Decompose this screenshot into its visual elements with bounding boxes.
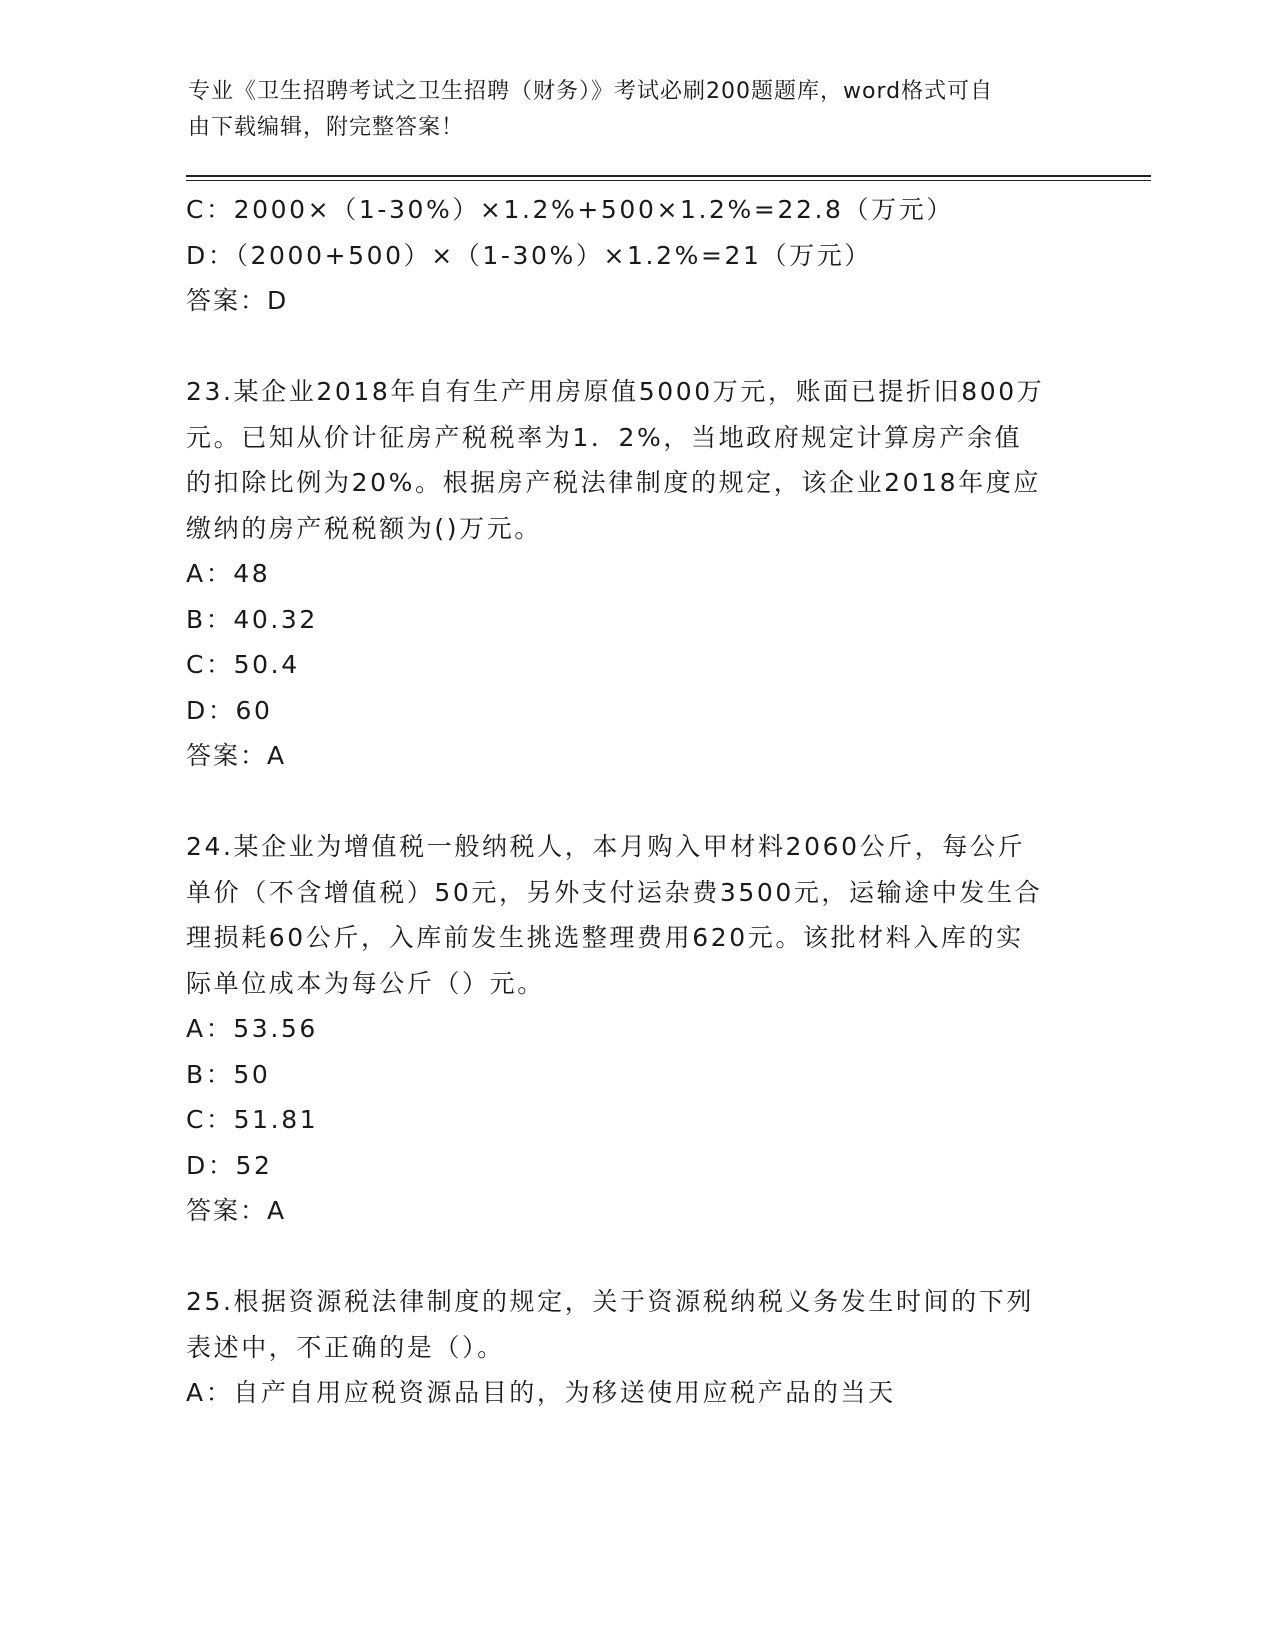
question-stem-line: 表述中，不正确的是（）。 (186, 1332, 505, 1362)
document-header (188, 74, 1068, 146)
question-stem-line: 23.某企业2018年自有生产用房原值5000万元，账面已提折旧800万 (186, 377, 1045, 406)
question-stem-line: 单价（不含增值税）50元，另外支付运杂费3500元，运输途中发生合 (186, 877, 1043, 907)
option-c: C：50.4 (186, 650, 300, 679)
spacer (186, 324, 1086, 370)
spacer (186, 779, 1086, 825)
spacer (186, 1234, 1086, 1280)
question-stem-line: 际单位成本为每公斤（）元。 (186, 968, 545, 998)
option-d: D：（2000+500）×（1-30%）×1.2%=21（万元） (186, 240, 872, 270)
question-stem-line: 的扣除比例为20%。根据房产税法律制度的规定，该企业2018年度应 (186, 468, 1041, 497)
question-stem-line: 理损耗60公斤，入库前发生挑选整理费用620元。该批材料入库的实 (186, 923, 1024, 952)
option-b: B：40.32 (186, 604, 318, 634)
question-25 (186, 1279, 1086, 1416)
carryover-question (186, 187, 1086, 324)
header-line-1: 专业《卫生招聘考试之卫生招聘（财务）》考试必刷200题题库，word格式可自 (188, 79, 994, 104)
option-a: A：53.56 (186, 1014, 318, 1043)
question-23 (186, 369, 1086, 779)
option-a: A：48 (186, 559, 271, 588)
answer-line: 答案：A (186, 1196, 287, 1225)
option-b: B：50 (186, 1059, 271, 1089)
option-c: C：51.81 (186, 1105, 319, 1134)
option-a: A：自产自用应税资源品目的，为移送使用应税产品的当天 (186, 1378, 896, 1407)
question-content (186, 187, 1086, 1416)
question-stem-line: 24.某企业为增值税一般纳税人，本月购入甲材料2060公斤，每公斤 (186, 832, 1026, 861)
answer-line: 答案：A (186, 741, 287, 770)
question-stem-line: 缴纳的房产税税额为()万元。 (186, 513, 542, 543)
option-d: D：60 (186, 695, 273, 725)
question-stem-line: 元。已知从价计征房产税税率为1．2%，当地政府规定计算房产余值 (186, 422, 1023, 452)
option-d: D：52 (186, 1150, 273, 1180)
question-stem-line: 25.根据资源税法律制度的规定，关于资源税纳税义务发生时间的下列 (186, 1287, 1034, 1316)
header-divider-thin (186, 180, 1151, 181)
answer-line: 答案：D (186, 286, 289, 315)
question-24 (186, 824, 1086, 1234)
header-line-2: 由下载编辑，附完整答案！ (188, 115, 465, 140)
option-c: C：2000×（1-30%）×1.2%+500×1.2%=22.8（万元） (186, 195, 954, 224)
header-divider-thick (186, 175, 1151, 177)
